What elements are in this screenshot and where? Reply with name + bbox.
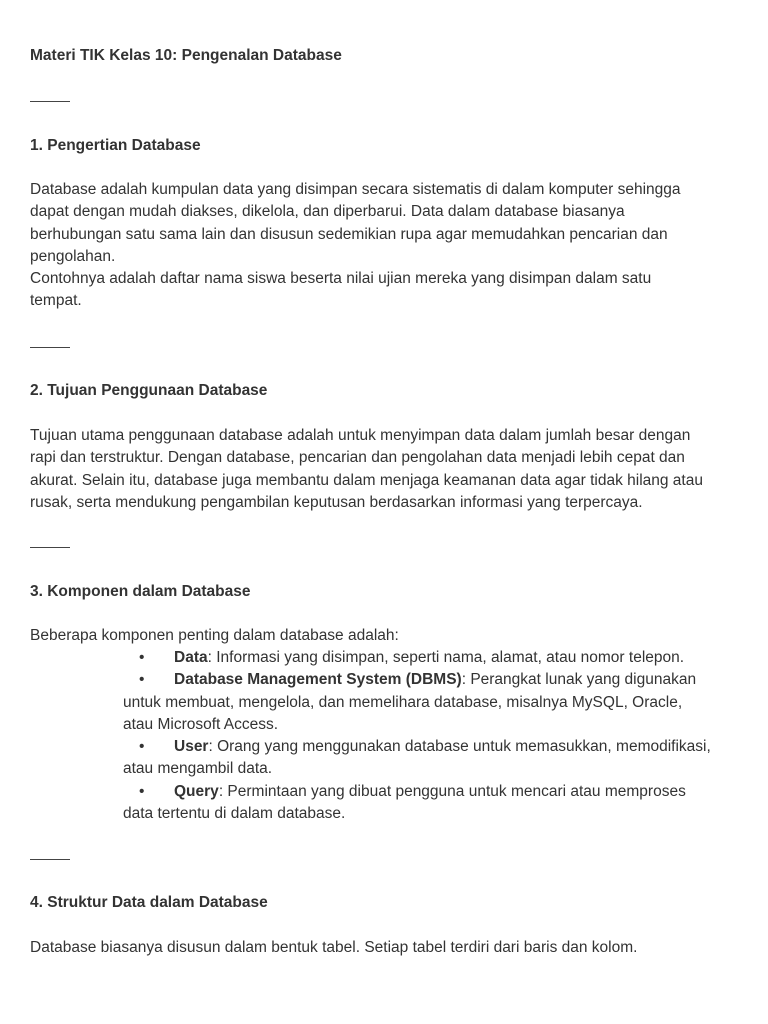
list-item-text: : Informasi yang disimpan, seperti nama, alamat, atau nomor telepon. [207,649,685,666]
paragraph-line: berhubungan satu sama lain dan disusun sedemikian rupa agar memudahkan pencarian dan [30,225,668,243]
section-body-pengertian [30,179,681,313]
bullet-icon: • [139,738,145,756]
paragraph-line: tempat. [30,292,82,310]
list-item-continuation: atau Microsoft Access. [123,715,279,733]
paragraph-line: Tujuan utama penggunaan database adalah untuk menyimpan data dalam jumlah besar dengan [30,427,691,444]
paragraph-line: Contohnya adalah daftar nama siswa beserta nilai ujian mereka yang disimpan dalam satu [30,270,652,288]
divider [30,347,70,348]
list-item-text: : Perangkat lunak yang digunakan [461,671,697,689]
list-intro: Beberapa komponen penting dalam database adalah: [30,627,399,644]
list-item-continuation: data tertentu di dalam database. [123,805,346,823]
section-heading-pengertian: 1. Pengertian Database [30,137,201,154]
paragraph-line: akurat. Selain itu, database juga membantu dalam menjaga keamanan data agar tidak hilang atau [30,471,703,489]
bullet-icon: • [139,782,145,800]
paragraph-line: dapat dengan mudah diakses, dikelola, dan diperbarui. Data dalam database biasanya [30,203,625,221]
list-item-term: User [174,738,209,756]
list-item-term: Query [174,782,219,800]
divider [30,101,70,102]
list-item-term: Data [174,649,208,666]
divider [30,547,70,548]
list-item-user [0,736,768,758]
paragraph-line: rusak, serta mendukung pengambilan keputusan berdasarkan informasi yang terpercaya. [30,493,643,511]
paragraph-line: rapi dan terstruktur. Dengan database, pencarian dan pengolahan data menjadi lebih cepat dan [30,449,685,467]
divider [30,859,70,860]
paragraph-line: pengolahan. [30,247,116,265]
list-item-continuation: untuk membuat, mengelola, dan memelihara database, misalnya MySQL, Oracle, [123,693,683,711]
bullet-icon: • [139,649,145,666]
section-heading-komponen: 3. Komponen dalam Database [30,583,251,600]
list-item-continuation: atau mengambil data. [123,760,273,778]
section-heading-tujuan: 2. Tujuan Penggunaan Database [30,382,268,399]
paragraph-line: Database adalah kumpulan data yang disimpan secara sistematis di dalam komputer sehingga [30,181,681,198]
section-body-struktur: Database biasanya disusun dalam bentuk tabel. Setiap tabel terdiri dari baris dan kolom. [30,939,638,956]
list-item-data [0,647,768,669]
document-title: Materi TIK Kelas 10: Pengenalan Database [30,47,342,64]
component-list [0,647,768,825]
section-heading-struktur: 4. Struktur Data dalam Database [30,894,268,911]
list-item-text: : Permintaan yang dibuat pengguna untuk mencari atau memproses [218,782,686,800]
list-item-dbms [0,669,768,691]
list-item-query [0,781,768,803]
bullet-icon: • [139,671,145,689]
list-item-term: Database Management System (DBMS) [174,671,462,689]
list-item-text: : Orang yang menggunakan database untuk memasukkan, memodifikasi, [208,738,711,756]
section-body-tujuan [30,425,703,514]
